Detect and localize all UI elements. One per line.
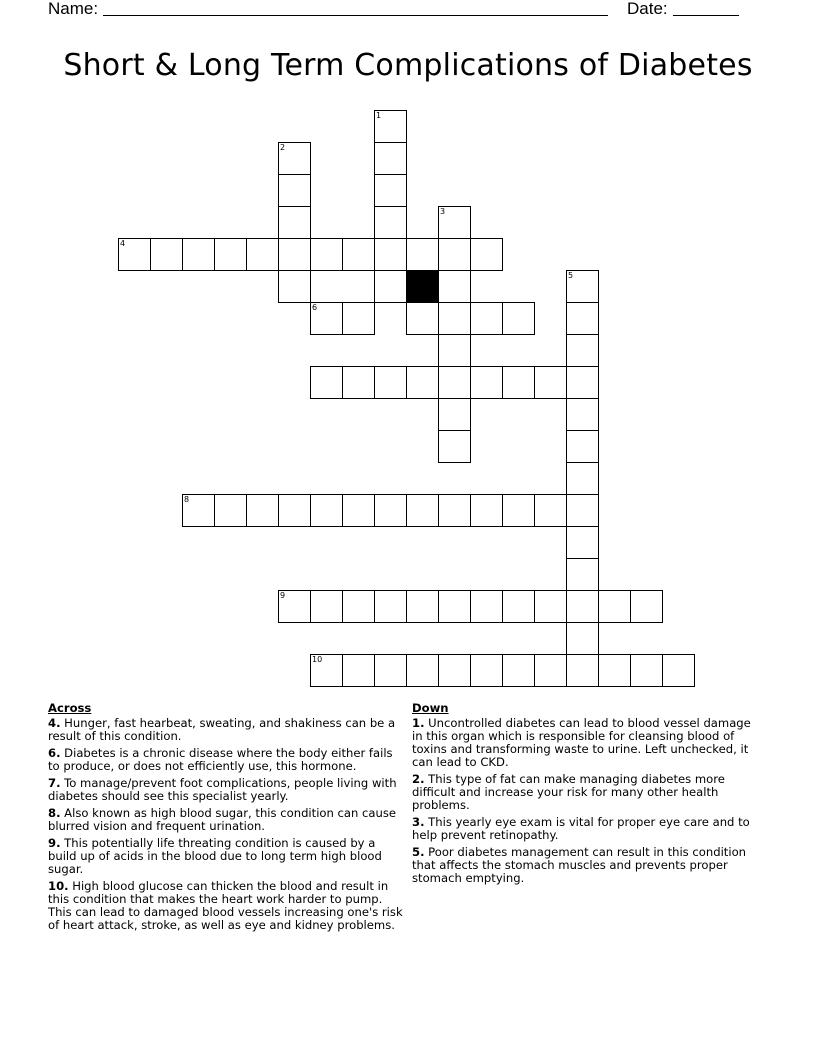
- clue-text: Poor diabetes management can result in this condition that affects the stomach muscles and prevents proper stomach emptying.: [412, 845, 747, 885]
- crossword-black-cell: [406, 270, 439, 303]
- crossword-cell[interactable]: [374, 270, 407, 303]
- clue-number: 4: [120, 239, 126, 248]
- crossword-cell[interactable]: [150, 238, 183, 271]
- clue-text: This yearly eye exam is vital for proper eye care and to help prevent retinopathy.: [412, 815, 750, 842]
- crossword-cell[interactable]: [566, 334, 599, 367]
- clue-text: Uncontrolled diabetes can lead to blood vessel damage in this organ which is responsible for cleansing blood of toxins and transforming waste to urine. Left unchecked, it can lead to CKD.: [412, 716, 751, 769]
- crossword-cell[interactable]: [310, 238, 343, 271]
- crossword-cell[interactable]: [470, 238, 503, 271]
- clue-number: 2.: [412, 772, 425, 786]
- crossword-cell[interactable]: [534, 366, 567, 399]
- clue-text: This type of fat can make managing diabetes more difficult and increase your risk for many other health problems.: [412, 772, 725, 812]
- across-clue: [48, 777, 404, 803]
- crossword-cell[interactable]: [534, 494, 567, 527]
- clue-number: 10.: [48, 879, 69, 893]
- crossword-cell[interactable]: [374, 238, 407, 271]
- crossword-cell[interactable]: [470, 366, 503, 399]
- crossword-cell[interactable]: [438, 270, 471, 303]
- crossword-cell[interactable]: [406, 590, 439, 623]
- clue-number: 10: [312, 655, 323, 664]
- crossword-cell[interactable]: [566, 430, 599, 463]
- crossword-cell[interactable]: [374, 142, 407, 175]
- crossword-cell[interactable]: [374, 494, 407, 527]
- crossword-cell[interactable]: [374, 110, 407, 143]
- crossword-cell[interactable]: [566, 302, 599, 335]
- crossword-cell[interactable]: [438, 654, 471, 687]
- crossword-cell[interactable]: [662, 654, 695, 687]
- clue-number: 8.: [48, 806, 61, 820]
- down-clue: [412, 816, 764, 842]
- name-label: Name:: [48, 0, 99, 18]
- clue-number: 1: [376, 111, 382, 120]
- crossword-cell[interactable]: [438, 334, 471, 367]
- crossword-cell[interactable]: [342, 238, 375, 271]
- crossword-cell[interactable]: [278, 206, 311, 239]
- crossword-cell[interactable]: [598, 590, 631, 623]
- crossword-cell[interactable]: [278, 238, 311, 271]
- clue-number: 6.: [48, 746, 61, 760]
- crossword-cell[interactable]: [566, 398, 599, 431]
- date-label: Date:: [627, 0, 668, 18]
- crossword-cell[interactable]: [278, 174, 311, 207]
- clue-number: 1.: [412, 716, 425, 730]
- down-clues: [412, 702, 764, 889]
- crossword-cell[interactable]: [534, 590, 567, 623]
- crossword-cell[interactable]: [278, 142, 311, 175]
- clue-text: High blood glucose can thicken the blood and result in this condition that makes the heart work harder to pump. This can lead to damaged blood vessels increasing one's risk of heart attack, stroke, as well as eye and kidney problems.: [48, 879, 403, 932]
- crossword-cell[interactable]: [470, 494, 503, 527]
- crossword-cell[interactable]: [374, 590, 407, 623]
- crossword-cell[interactable]: [566, 462, 599, 495]
- crossword-cell[interactable]: [310, 366, 343, 399]
- crossword-cell[interactable]: [342, 494, 375, 527]
- crossword-cell[interactable]: [214, 238, 247, 271]
- crossword-cell[interactable]: [310, 494, 343, 527]
- crossword-cell[interactable]: [630, 654, 663, 687]
- clue-number: 6: [312, 303, 318, 312]
- crossword-cell[interactable]: [566, 494, 599, 527]
- crossword-cell[interactable]: [374, 366, 407, 399]
- clue-text: To manage/prevent foot complications, people living with diabetes should see this specialist yearly.: [48, 776, 397, 803]
- crossword-cell[interactable]: [630, 590, 663, 623]
- crossword-cell[interactable]: [438, 238, 471, 271]
- crossword-cell[interactable]: [502, 590, 535, 623]
- crossword-cell[interactable]: [310, 654, 343, 687]
- crossword-cell[interactable]: [374, 654, 407, 687]
- across-clue: [48, 747, 404, 773]
- clue-number: 4.: [48, 716, 61, 730]
- crossword-cell[interactable]: [470, 590, 503, 623]
- crossword-cell[interactable]: [374, 174, 407, 207]
- across-heading: Across: [48, 701, 92, 715]
- crossword-cell[interactable]: [406, 654, 439, 687]
- crossword-cell[interactable]: [566, 526, 599, 559]
- clue-text: This potentially life threating condition is caused by a build up of acids in the blood due to long term high blood sugar.: [48, 836, 382, 876]
- crossword-cell[interactable]: [406, 494, 439, 527]
- crossword-cell[interactable]: [118, 238, 151, 271]
- crossword-cell[interactable]: [342, 366, 375, 399]
- crossword-cell[interactable]: [310, 590, 343, 623]
- down-heading: Down: [412, 701, 449, 715]
- clue-number: 5.: [412, 845, 425, 859]
- clue-number: 3.: [412, 815, 425, 829]
- crossword-cell[interactable]: [502, 494, 535, 527]
- down-clue: [412, 717, 764, 769]
- down-clue: [412, 773, 764, 812]
- crossword-cell[interactable]: [438, 366, 471, 399]
- crossword-cell[interactable]: [438, 302, 471, 335]
- crossword-cell[interactable]: [566, 622, 599, 655]
- crossword-cell[interactable]: [566, 654, 599, 687]
- crossword-cell[interactable]: [214, 494, 247, 527]
- across-clues: [48, 702, 404, 936]
- crossword-cell[interactable]: [502, 302, 535, 335]
- crossword-cell[interactable]: [182, 494, 215, 527]
- crossword-cell[interactable]: [278, 590, 311, 623]
- crossword-cell[interactable]: [470, 302, 503, 335]
- crossword-cell[interactable]: [438, 398, 471, 431]
- across-clue: [48, 807, 404, 833]
- crossword-cell[interactable]: [406, 302, 439, 335]
- crossword-cell[interactable]: [278, 494, 311, 527]
- clue-number: 2: [280, 143, 286, 152]
- crossword-cell[interactable]: [598, 654, 631, 687]
- crossword-cell[interactable]: [438, 494, 471, 527]
- crossword-cell[interactable]: [246, 494, 279, 527]
- crossword-cell[interactable]: [342, 654, 375, 687]
- across-clue-list: [48, 717, 404, 932]
- clue-number: 9.: [48, 836, 61, 850]
- crossword-cell[interactable]: [342, 302, 375, 335]
- clue-number: 3: [440, 207, 446, 216]
- crossword-cell[interactable]: [438, 430, 471, 463]
- across-clue: [48, 880, 404, 932]
- crossword-cell[interactable]: [278, 270, 311, 303]
- crossword-cell[interactable]: [438, 206, 471, 239]
- crossword-cell[interactable]: [566, 590, 599, 623]
- clue-number: 9: [280, 591, 286, 600]
- clue-text: Hunger, fast hearbeat, sweating, and shakiness can be a result of this condition.: [48, 716, 396, 743]
- crossword-cell[interactable]: [374, 206, 407, 239]
- page-title: Short & Long Term Complications of Diabetes: [63, 48, 753, 83]
- clue-text: Diabetes is a chronic disease where the body either fails to produce, or does not efficiently use, this hormone.: [48, 746, 393, 773]
- crossword-cell[interactable]: [406, 366, 439, 399]
- crossword-cell[interactable]: [470, 654, 503, 687]
- crossword-cell[interactable]: [182, 238, 215, 271]
- clue-number: 7.: [48, 776, 61, 790]
- crossword-cell[interactable]: [406, 238, 439, 271]
- crossword-cell[interactable]: [438, 590, 471, 623]
- crossword-cell[interactable]: [310, 302, 343, 335]
- across-clue: [48, 837, 404, 876]
- crossword-cell[interactable]: [566, 366, 599, 399]
- crossword-cell[interactable]: [502, 654, 535, 687]
- down-clue-list: [412, 717, 764, 885]
- clue-text: Also known as high blood sugar, this condition can cause blurred vision and frequent urination.: [48, 806, 397, 833]
- crossword-cell[interactable]: [566, 270, 599, 303]
- down-clue: [412, 846, 764, 885]
- crossword-cell[interactable]: [502, 366, 535, 399]
- clue-number: 5: [568, 271, 574, 280]
- crossword-cell[interactable]: [246, 238, 279, 271]
- crossword-cell[interactable]: [566, 558, 599, 591]
- across-clue: [48, 717, 404, 743]
- crossword-cell[interactable]: [534, 654, 567, 687]
- clue-number: 8: [184, 495, 190, 504]
- crossword-cell[interactable]: [342, 590, 375, 623]
